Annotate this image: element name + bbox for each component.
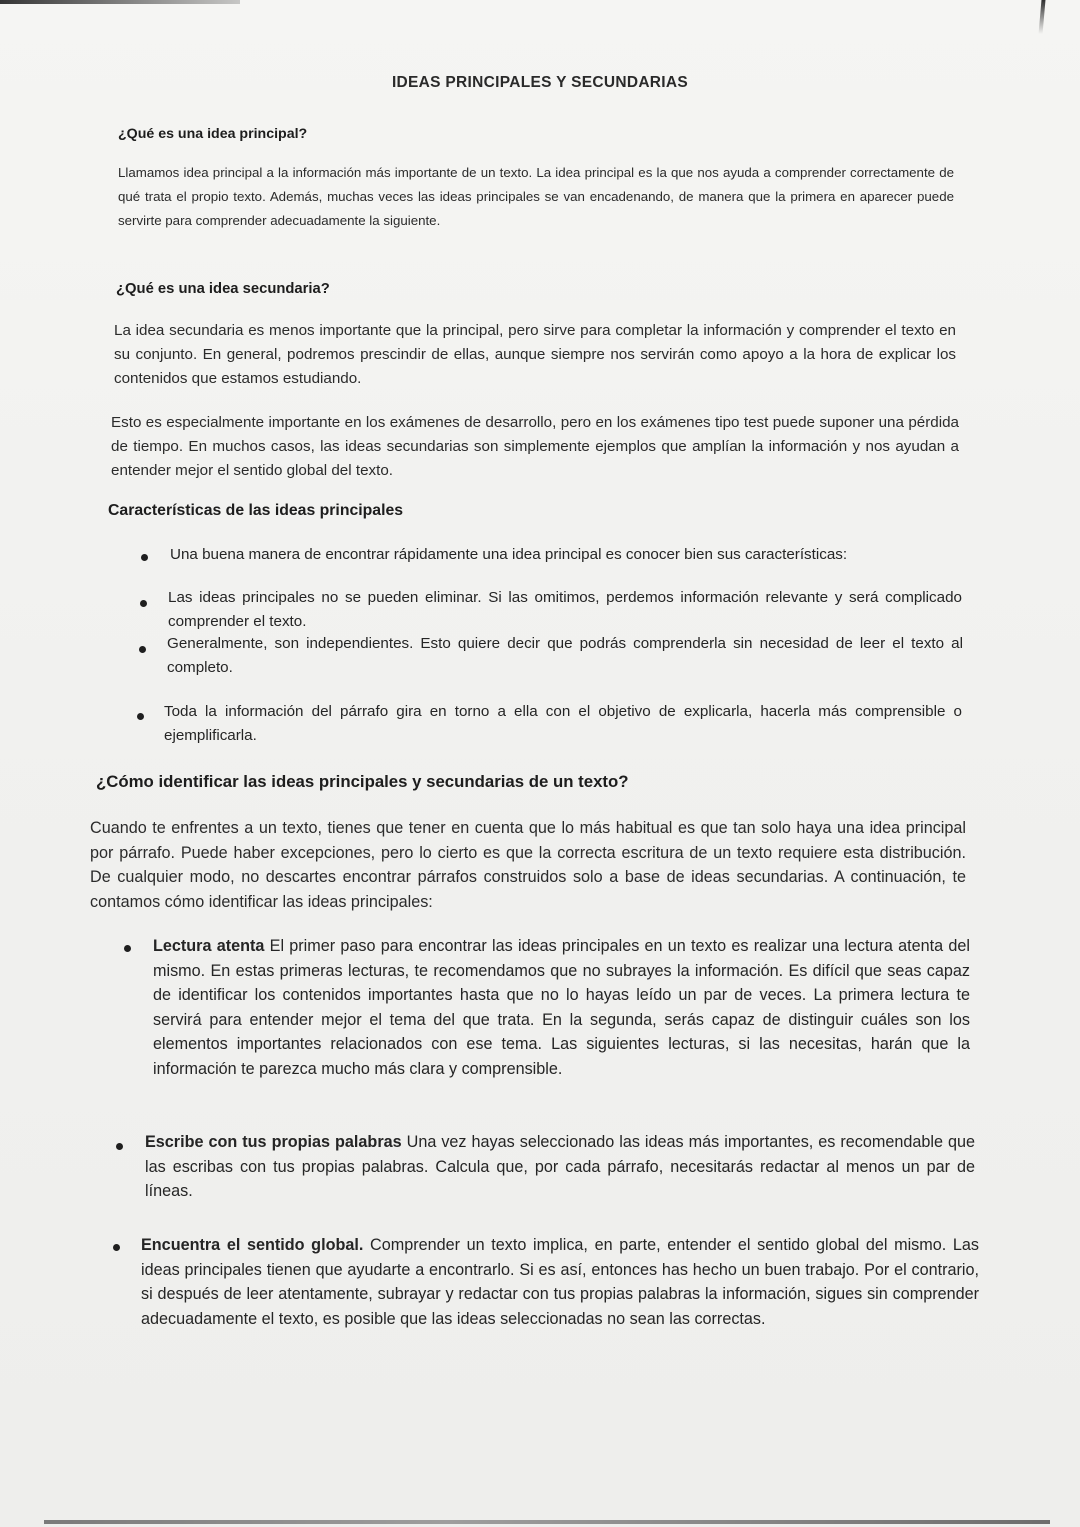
bullet-dot	[137, 713, 144, 720]
secondary-idea-paragraph-1: La idea secundaria es menos importante que la principal, pero sirve para completar la información y comprender el texto en su conjunto. En general, podremos prescindir de ellas, aunque siempre nos servirán como apoyo a la hora de explicar los contenidos que estamos estudiando.	[114, 322, 956, 387]
characteristics-bullet-2: Las ideas principales no se pueden eliminar. Si las omitimos, perdemos información relevante y será complicado comprender el texto.	[168, 589, 962, 630]
identify-bullet-2-title: Escribe con tus propias palabras	[145, 1133, 402, 1151]
page-edge-bottom	[44, 1520, 1050, 1524]
characteristics-bullet-4: Toda la información del párrafo gira en torno a ella con el objetivo de explicarla, hacerla más comprensible o ejemplificarla.	[164, 703, 962, 744]
identify-bullet-3	[141, 1233, 979, 1331]
bullet-dot	[124, 945, 131, 952]
identify-bullet-2	[145, 1130, 975, 1204]
page-edge-top-left	[0, 0, 240, 4]
section-heading-identify: ¿Cómo identificar las ideas principales y secundarias de un texto?	[96, 772, 629, 791]
bullet-dot	[139, 646, 146, 653]
characteristics-bullet-3: Generalmente, son independientes. Esto quiere decir que podrás comprenderla sin necesidad de leer el texto al completo.	[167, 635, 963, 676]
identify-bullet-2-text: Una vez hayas seleccionado las ideas más importantes, es recomendable que las escribas con tus propias palabras. Calcula que, por cada párrafo, necesitarás redactar al menos un par de líneas.	[145, 1133, 975, 1200]
characteristics-bullet-1: Una buena manera de encontrar rápidamente una idea principal es conocer bien sus características:	[170, 546, 848, 563]
identify-paragraph: Cuando te enfrentes a un texto, tienes que tener en cuenta que lo más habitual es que tan solo haya una idea principal por párrafo. Puede haber excepciones, pero lo cierto es que la correcta escritura de un texto requiere esta distribución. De cualquier modo, no descartes encontrar párrafos construidos solo a base de ideas secundarias. A continuación, te contamos cómo identificar las ideas principales:	[90, 819, 966, 911]
page-edge-top-right	[1039, 0, 1046, 34]
section-heading-secondary-idea: ¿Qué es una idea secundaria?	[116, 281, 330, 297]
identify-bullet-3-text: Comprender un texto implica, en parte, entender el sentido global del mismo. Las ideas principales tienen que ayudarte a encontrarlo. Si es así, entonces has hecho un buen trabajo. Por el contrario, si después de leer atentamente, subrayar y redactar con tus propias palabras la información, sigues sin comprender adecuadamente el texto, es posible que las ideas seleccionadas no sean las correctas.	[141, 1236, 980, 1328]
bullet-dot	[141, 554, 148, 561]
secondary-idea-paragraph-2: Esto es especialmente importante en los exámenes de desarrollo, pero en los exámenes tipo test puede suponer una pérdida de tiempo. En muchos casos, las ideas secundarias son simplemente ejemplos que amplían la información y nos ayudan a entender mejor el sentido global del texto.	[111, 414, 959, 479]
identify-bullet-1-text: El primer paso para encontrar las ideas principales en un texto es realizar una lectura atenta del mismo. En estas primeras lecturas, te recomendamos que no subrayes la información. Es difícil que seas capaz de identificar los contenidos importantes hasta que no lo hayas leído un par de veces. La primera lectura te servirá para entender mejor el tema del que trata. En la segunda, serás capaz de distinguir cuáles son los elementos importantes relacionados con ese tema. Las siguientes lecturas, si las necesitas, harán que la información te parezca mucho más clara y comprensible.	[153, 937, 970, 1078]
bullet-dot	[116, 1143, 123, 1150]
bullet-dot	[113, 1244, 120, 1251]
section-heading-characteristics: Características de las ideas principales	[108, 502, 404, 519]
section-heading-main-idea: ¿Qué es una idea principal?	[118, 126, 308, 142]
identify-bullet-3-title: Encuentra el sentido global.	[141, 1236, 364, 1254]
bullet-dot	[140, 600, 147, 607]
document-title: IDEAS PRINCIPALES Y SECUNDARIAS	[391, 74, 689, 91]
identify-bullet-1-title: Lectura atenta	[153, 937, 265, 955]
identify-bullet-1	[153, 934, 970, 1081]
main-idea-paragraph: Llamamos idea principal a la información más importante de un texto. La idea principal es la que nos ayuda a comprender correctamente de qué trata el propio texto. Además, muchas veces las ideas principales se van encadenando, de manera que la primera en aparecer puede servirte para comprender adecuadamente la siguiente.	[118, 165, 954, 228]
